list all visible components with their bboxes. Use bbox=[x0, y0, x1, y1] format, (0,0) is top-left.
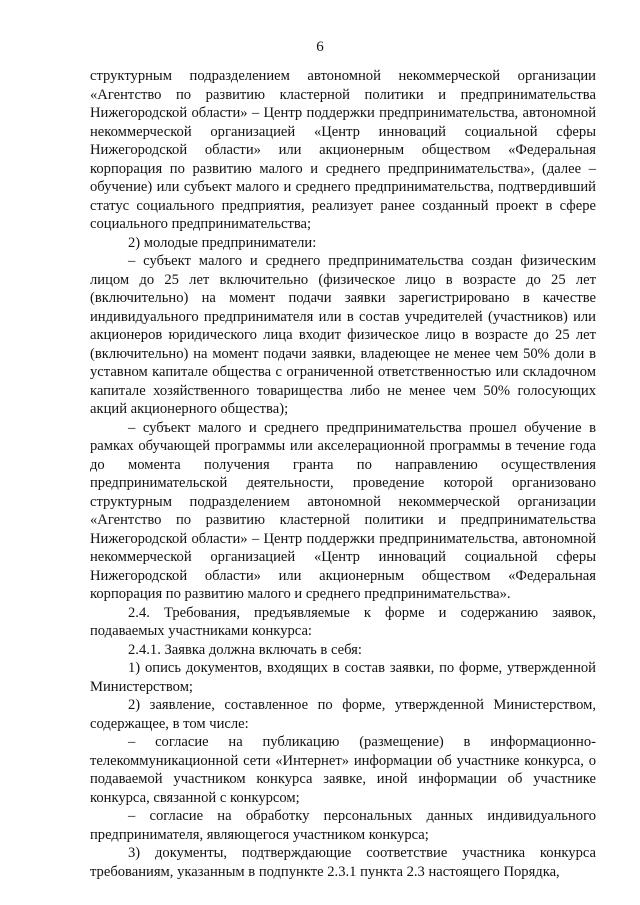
list-item-inventory: 1) опись документов, входящих в состав заявки, по форме, утвержденной Министерством; bbox=[90, 660, 596, 695]
dash-item-age-criterion: – субъект малого и среднего предпринимательства создан физическим лицом до 25 лет включительно (физическое лицо в возрасте до 25 лет (включительно) на момент подачи заявки зарегистрировано в качестве индивидуального предпринимателя или в состав учредителей (участников) или акционеров юридического лица входит физическое лицо в возрасте до 25 лет (включительно) на момент подачи заявки, владеющее не менее чем 50% доли в уставном капитале общества с ограниченной ответственностью или складочном капитале хозяйственного товарищества либо не менее чем 50% голосующих акций акционерного общества); bbox=[90, 253, 596, 417]
section-2-4-heading: 2.4. Требования, предъявляемые к форме и содержанию заявок, подаваемых участниками конкурса: bbox=[90, 604, 596, 639]
document-body bbox=[90, 67, 596, 881]
list-item-application: 2) заявление, составленное по форме, утвержденной Министерством, содержащее, в том числе: bbox=[90, 697, 596, 732]
dash-item-training-criterion: – субъект малого и среднего предпринимательства прошел обучение в рамках обучающей программы или акселерационной программы в течение года до момента получения гранта по направлению осуществления предпринимательской деятельности, проведение которой организовано структурным подразделением автономной некоммерческой организации «Агентство по развитию кластерной политики и предпринимательства Нижегородской области» – Центр поддержки предпринимательства, автономной некоммерческой организацией «Центр инноваций социальной сферы Нижегородской области» или акционерным обществом «Федеральная корпорация по развитию малого и среднего предпринимательства». bbox=[90, 419, 596, 602]
dash-item-personal-data-consent: – согласие на обработку персональных данных индивидуального предпринимателя, являющегося участником конкурса; bbox=[90, 808, 596, 843]
paragraph-continuation: структурным подразделением автономной некоммерческой организации «Агентство по развитию кластерной политики и предпринимательства Нижегородской области» – Центр поддержки предпринимательства, автономной некоммерческой организацией «Центр инноваций социальной сферы Нижегородской области» или акционерным обществом «Федеральная корпорация по развитию малого и среднего предпринимательства», (далее – обучение) или субъект малого и среднего предпринимательства, подтвердивший статус социального предприятия, реализует ранее созданный проект в сфере социального предпринимательства; bbox=[90, 68, 596, 232]
page-number: 6 bbox=[316, 39, 324, 55]
list-item-young-entrepreneurs: 2) молодые предприниматели: bbox=[128, 234, 317, 251]
list-item-compliance-documents: 3) документы, подтверждающие соответствие участника конкурса требованиям, указанным в подпункте 2.3.1 пункта 2.3 настоящего Порядка, bbox=[90, 845, 596, 880]
dash-item-publication-consent: – согласие на публикацию (размещение) в информационно-телекоммуникационной сети «Интернет» информации об участнике конкурса, о подаваемой участником конкурса заявке, иной информации об участнике конкурса, связанной с конкурсом; bbox=[90, 734, 596, 806]
subsection-2-4-1: 2.4.1. Заявка должна включать в себя: bbox=[128, 641, 362, 658]
